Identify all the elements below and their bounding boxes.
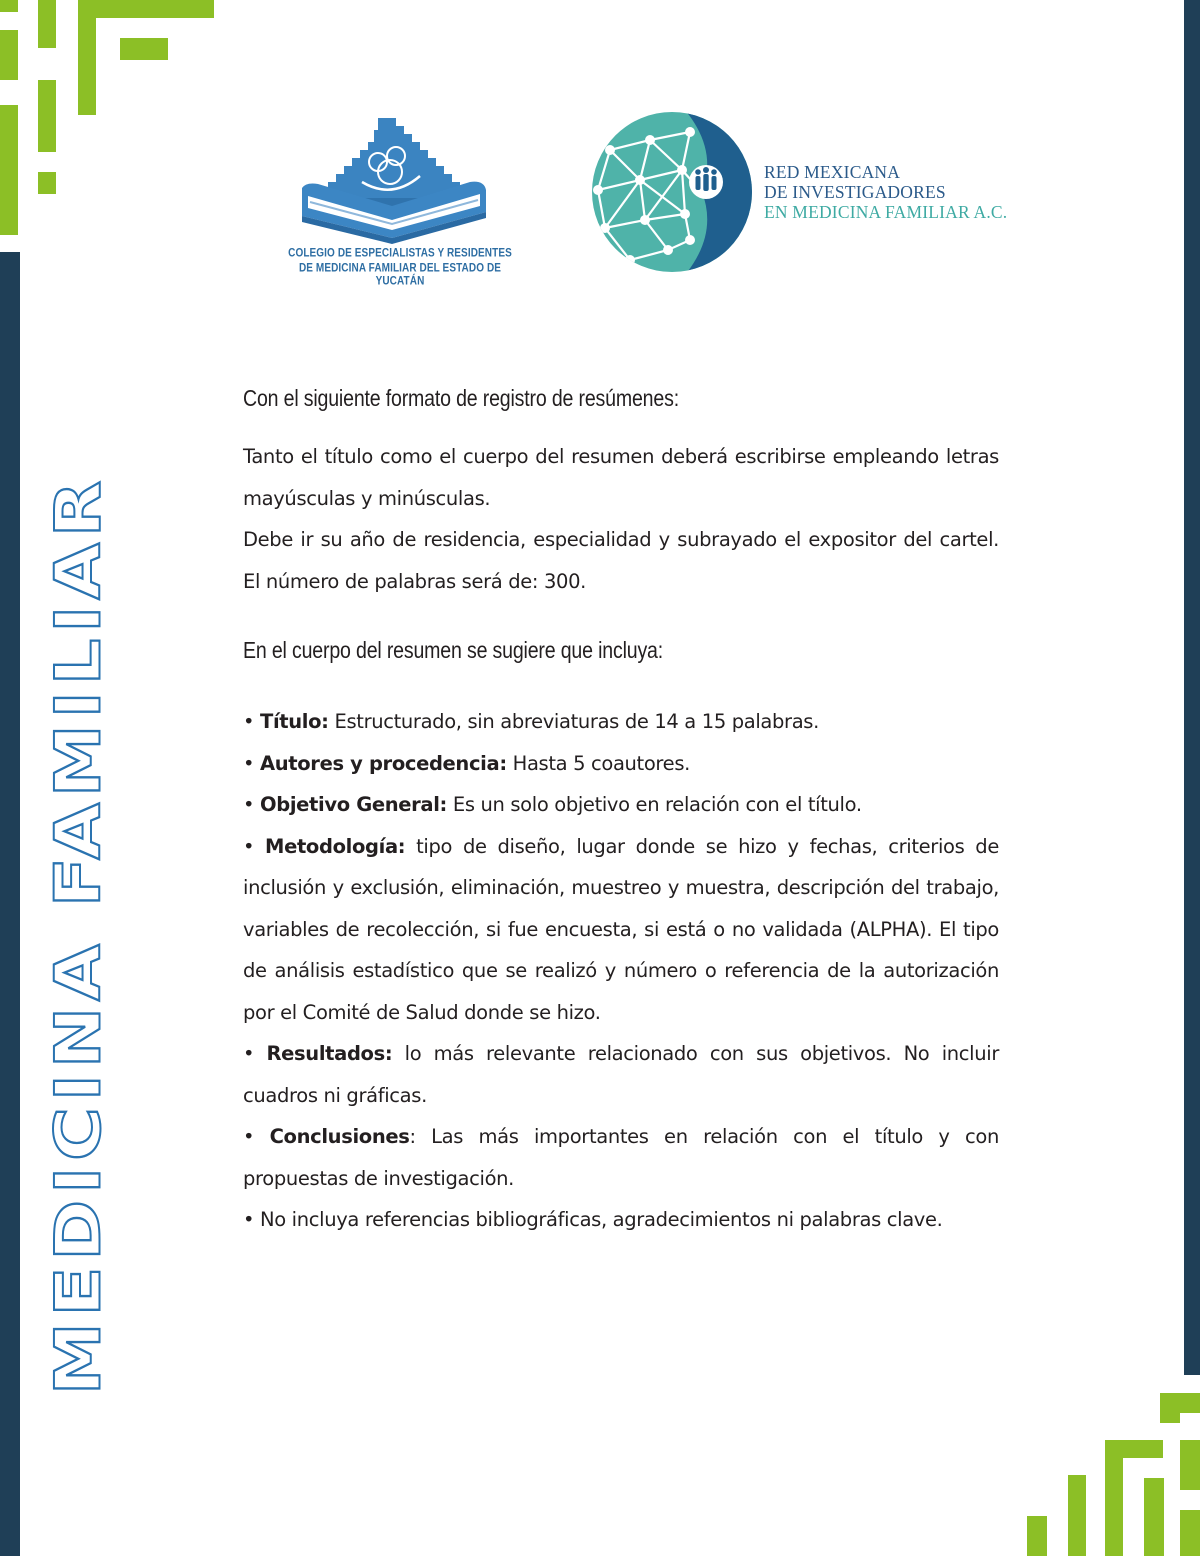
list-item: • Título: Estructurado, sin abreviaturas de 14 a 15 palabras. (243, 710, 819, 733)
list-item: • Resultados: lo más relevante relacionado con sus objetivos. No incluir cuadros ni gráficas. (243, 1042, 999, 1107)
side-title-text: MEDICINA FAMILIAR (41, 474, 115, 1396)
list-item: • Objetivo General: Es un solo objetivo en relación con el título. (243, 793, 862, 816)
left-navy-bar (0, 252, 20, 1556)
red-name-line-3: EN MEDICINA FAMILIAR A.C. (764, 202, 1008, 222)
decor-bar (0, 30, 18, 80)
decor-bar (0, 0, 18, 12)
item-label: Metodología: (265, 834, 406, 858)
item-text: Hasta 5 coautores. (506, 751, 690, 775)
decor-bar (1027, 1516, 1047, 1556)
requirements-list (243, 701, 999, 1241)
decor-bar (120, 38, 168, 60)
section2-heading: En el cuerpo del resumen se sugiere que incluya: (243, 637, 664, 663)
decor-bar (1160, 1393, 1180, 1423)
decor-bar (38, 80, 56, 152)
item-text: No incluya referencias bibliográficas, agradecimientos ni palabras clave. (260, 1208, 943, 1231)
colegio-name-line-1: COLEGIO DE ESPECIALISTAS Y RESIDENTES (288, 246, 512, 261)
red-mexicana-logo (590, 110, 760, 275)
item-text: Estructurado, sin abreviaturas de 14 a 15 palabras. (328, 710, 819, 733)
item-label: Autores y procedencia: (260, 751, 507, 775)
decor-bar (1180, 1440, 1200, 1490)
section1-para-2: Debe ir su año de residencia, especialidad y subrayado el expositor del cartel. El número de palabras será de: 300. (243, 528, 999, 593)
item-label: Resultados: (266, 1042, 393, 1065)
decor-bar (1180, 1510, 1200, 1556)
decor-bar (1144, 1478, 1164, 1556)
decor-bar (1068, 1475, 1086, 1556)
right-navy-bar (1184, 0, 1200, 1375)
item-text: lo más relevante relacionado con sus objetivos. No incluir cuadros ni gráficas. (243, 1042, 999, 1107)
item-text: tipo de diseño, lugar donde se hizo y fechas, criterios de inclusión y exclusión, eliminación, muestreo y muestra, descripción del trabajo, variables de recolección, si fue encuesta, si está o no validada (ALPHA). El tipo de análisis estadístico que se realizó y número o referencia de la autorización por el Comité de Salud donde se hizo. (243, 834, 999, 1024)
red-name-line-2: DE INVESTIGADORES (764, 182, 946, 202)
item-label: Objetivo General: (260, 793, 448, 816)
decor-bar (38, 0, 56, 48)
item-label: Conclusiones (269, 1125, 410, 1148)
decor-bar (38, 172, 56, 194)
list-item: • Autores y procedencia: Hasta 5 coautores. (243, 751, 690, 775)
section1-heading: Con el siguiente formato de registro de resúmenes: (243, 385, 679, 411)
item-text: : Las más importantes en relación con el título y con propuestas de investigación. (243, 1125, 999, 1190)
item-text: Es un solo objetivo en relación con el título. (447, 793, 862, 816)
section1-body (243, 436, 999, 602)
decor-bar (1105, 1440, 1123, 1556)
decor-bar (78, 0, 214, 18)
red-name-line-1: RED MEXICANA (764, 162, 901, 182)
side-title (41, 474, 115, 1396)
list-item: • No incluya referencias bibliográficas, agradecimientos ni palabras clave. (243, 1208, 943, 1231)
colegio-name-line-2: DE MEDICINA FAMILIAR DEL ESTADO DE YUCATÁN (298, 261, 502, 289)
section2-body (243, 701, 999, 1241)
item-label: Título: (260, 710, 329, 733)
list-item: • Conclusiones: Las más importantes en relación con el título y con propuestas de investigación. (243, 1125, 999, 1190)
decor-bar (0, 105, 18, 235)
list-item: • Metodología: tipo de diseño, lugar donde se hizo y fechas, criterios de inclusión y exclusión, eliminación, muestreo y muestra, descripción del trabajo, variables de recolección, si fue encuesta, si está o no validada (ALPHA). El tipo de análisis estadístico que se realizó y número o referencia de la autorización por el Comité de Salud donde se hizo. (243, 834, 999, 1024)
section1-para-1: Tanto el título como el cuerpo del resumen deberá escribirse empleando letras mayúsculas y minúsculas. (243, 445, 999, 510)
